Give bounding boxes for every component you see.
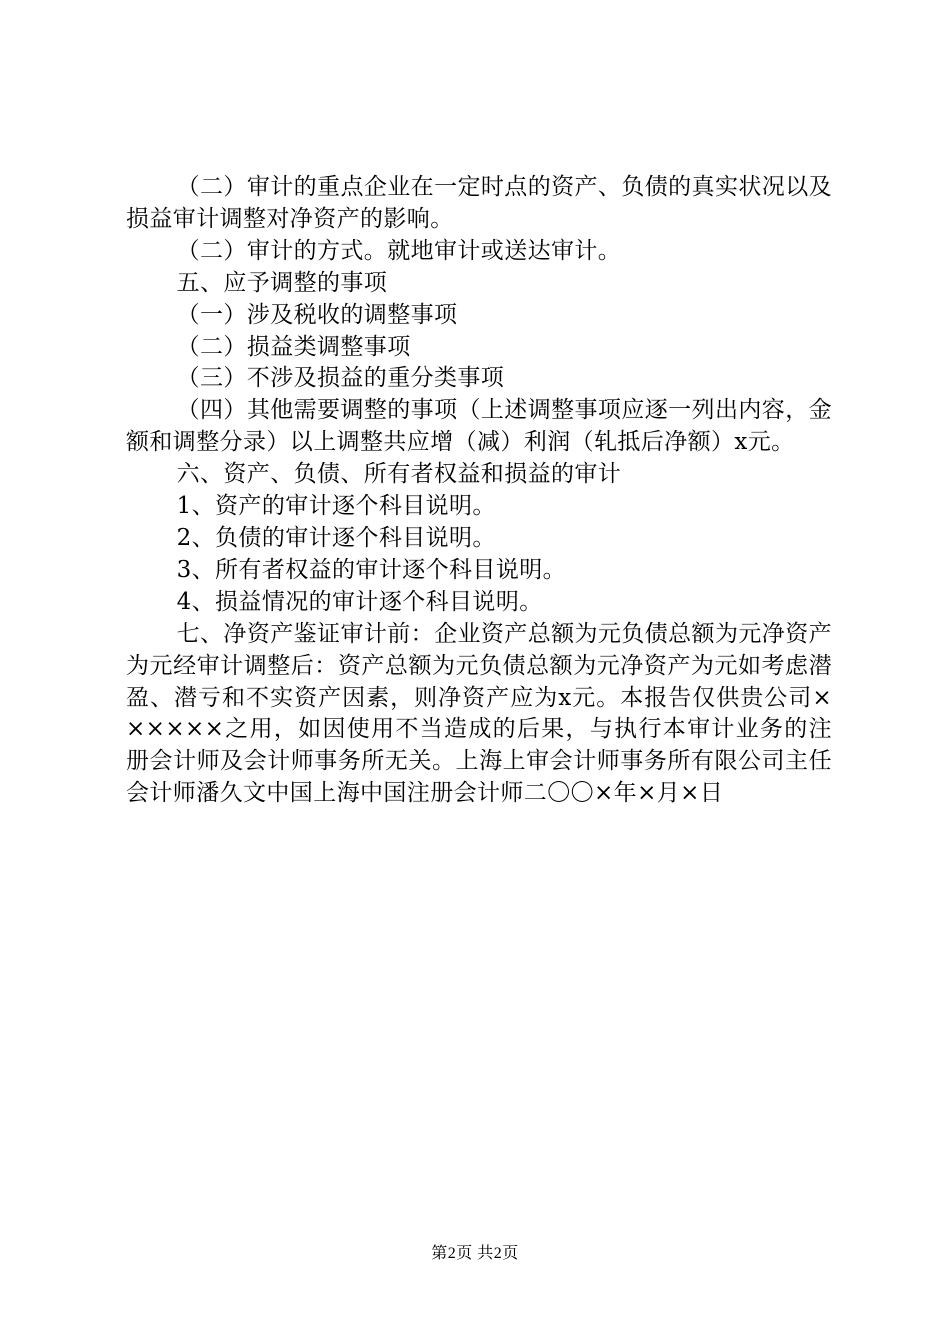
list-item-reclassification: （三）不涉及损益的重分类事项 [176, 365, 505, 392]
list-item-profit-loss: 4、损益情况的审计逐个科目说明。 [176, 588, 543, 615]
section-heading-audit-items: 六、资产、负债、所有者权益和损益的审计 [176, 461, 622, 488]
list-item-tax-adjustments: （一）涉及税收的调整事项 [176, 301, 458, 328]
paragraph-audit-method: （二）审计的方式。就地审计或送达审计。 [176, 237, 622, 264]
section-heading-adjustments: 五、应予调整的事项 [176, 269, 388, 296]
page-number-footer: 第2页 共2页 [431, 1245, 519, 1262]
list-item-assets: 1、资产的审计逐个科目说明。 [176, 493, 496, 520]
paragraph-net-assets-conclusion: 七、净资产鉴证审计前：企业资产总额为元负债总额为元净资产为元经审计调整后：资产总额为元负债总额为元净资产为元如考虑潜盈、潜亏和不实资产因素，则净资产应为x元。本报告仅供贵公司××××××之用，如因使用不当造成的后果，与执行本审计业务的注册会计师及会计师事务所无关。上海上审会计师事务所有限公司主任会计师潘久文中国上海中国注册会计师二〇〇×年×月×日 [126, 620, 832, 807]
paragraph-audit-focus: （二）审计的重点企业在一定时点的资产、负债的真实状况以及损益审计调整对净资产的影响。 [126, 174, 832, 232]
list-item-other-adjustments: （四）其他需要调整的事项（上述调整事项应逐一列出内容，金额和调整分录）以上调整共应增（减）利润（轧抵后净额）x元。 [126, 397, 832, 456]
list-item-owners-equity: 3、所有者权益的审计逐个科目说明。 [176, 556, 567, 583]
document-body [126, 172, 832, 810]
list-item-profit-loss-adjustments: （二）损益类调整事项 [176, 333, 411, 360]
list-item-liabilities: 2、负债的审计逐个科目说明。 [176, 524, 496, 551]
